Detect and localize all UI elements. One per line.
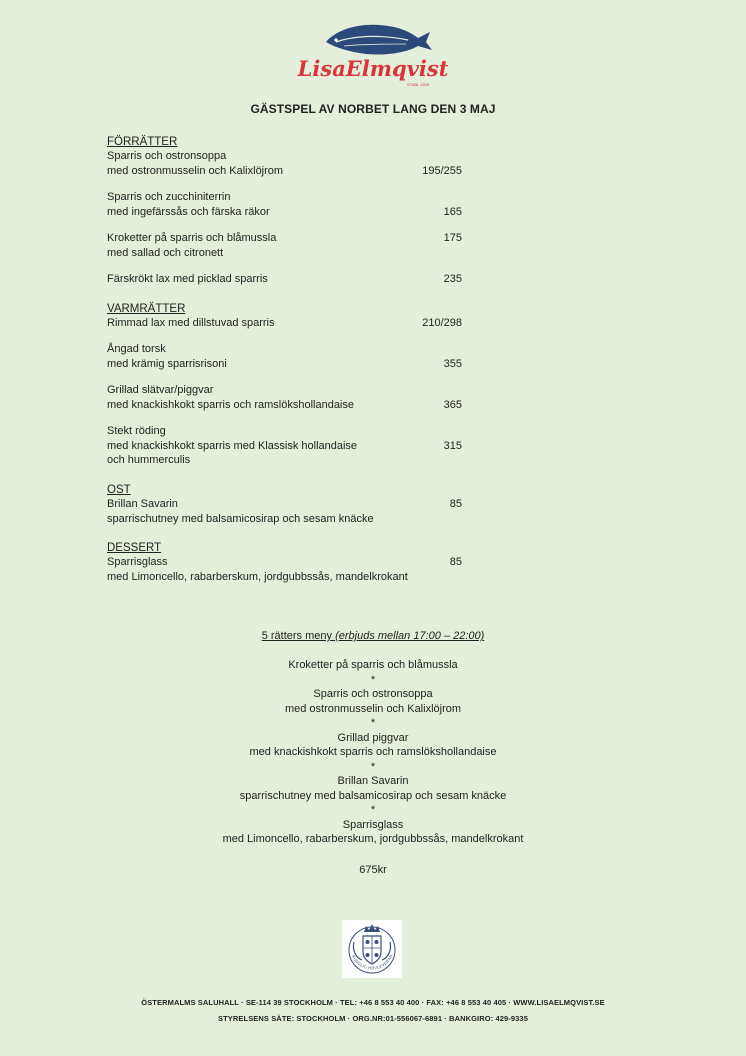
course-name: Brillan Savarin bbox=[337, 775, 409, 787]
course-description: sparrischutney med balsamicosirap och sesam knäcke bbox=[239, 789, 507, 802]
item-name: Sparrisglass bbox=[107, 556, 168, 568]
item-price: 355 bbox=[443, 357, 462, 370]
logo bbox=[297, 14, 449, 90]
logo-subtext: STABL 1926 bbox=[406, 82, 430, 87]
course-separator: * bbox=[370, 760, 376, 773]
item-price: 235 bbox=[443, 273, 462, 285]
item-name: Grillad slätvar/piggvar bbox=[107, 384, 214, 396]
course-separator: * bbox=[370, 804, 376, 816]
item-description: sparrischutney med balsamicosirap och sesam knäcke bbox=[107, 512, 374, 525]
course-description: med ostronmusselin och Kalixlöjrom bbox=[284, 702, 462, 715]
item-name: Kroketter på sparris och blåmussla bbox=[107, 232, 277, 244]
item-price: 315 bbox=[443, 439, 462, 452]
course-name: Sparrisglass bbox=[342, 818, 404, 831]
royal-crest-icon bbox=[342, 920, 402, 978]
item-price: 195/255 bbox=[422, 164, 462, 177]
item-description: med ostronmusselin och Kalixlöjrom bbox=[107, 164, 284, 177]
item-description: med knackishkokt sparris med Klassisk hollandaise bbox=[107, 439, 358, 452]
menu-item bbox=[107, 424, 462, 468]
menu-item bbox=[107, 316, 462, 331]
item-name: Brillan Savarin bbox=[107, 498, 178, 510]
royal-seal bbox=[342, 920, 402, 978]
item-name: Stekt röding bbox=[107, 425, 166, 437]
logo-text: LisaElmqvist bbox=[297, 56, 449, 81]
item-description: med Limoncello, rabarberskum, jordgubbssås, mandelkrokant bbox=[107, 570, 408, 583]
item-price: 210/298 bbox=[422, 317, 462, 329]
page-title: GÄSTSPEL AV NORBET LANG DEN 3 MAJ bbox=[250, 102, 496, 116]
menu-item bbox=[107, 190, 462, 219]
course-name: Kroketter på sparris och blåmussla bbox=[288, 659, 458, 671]
set-menu-title bbox=[0, 629, 746, 644]
item-description: med krämig sparrisrisoni bbox=[107, 357, 227, 370]
course-separator: * bbox=[370, 717, 376, 729]
course-name: Sparris och ostronsoppa bbox=[313, 688, 433, 700]
course-description: med Limoncello, rabarberskum, jordgubbssås, mandelkrokant bbox=[222, 833, 524, 845]
item-description: med ingefärssås och färska räkor bbox=[107, 205, 270, 218]
section-heading-forratter: FÖRRÄTTER bbox=[107, 136, 178, 148]
set-menu-course bbox=[0, 658, 746, 847]
menu-item bbox=[107, 342, 462, 371]
course-separator: * bbox=[370, 673, 376, 686]
set-menu-title-text: 5 rätters meny bbox=[261, 630, 333, 642]
menu-item bbox=[107, 383, 462, 412]
course-name: Grillad piggvar bbox=[337, 731, 409, 744]
item-price: 175 bbox=[443, 232, 462, 244]
menu-item bbox=[107, 272, 462, 287]
item-description: och hummerculis bbox=[107, 454, 191, 466]
item-name: Sparris och ostronsoppa bbox=[107, 150, 227, 162]
item-description: med knackishkokt sparris och ramslökshollandaise bbox=[107, 398, 354, 411]
item-name: Sparris och zucchiniterrin bbox=[107, 191, 231, 203]
item-price: 85 bbox=[449, 556, 462, 568]
set-menu-title-note: (erbjuds mellan 17:00 – 22:00) bbox=[335, 630, 485, 642]
item-name: Rimmad lax med dillstuvad sparris bbox=[107, 317, 275, 329]
fish-logo-icon bbox=[297, 14, 449, 90]
item-name: Ångad torsk bbox=[107, 343, 166, 355]
item-description: med sallad och citronett bbox=[107, 246, 224, 259]
seal-ring-text: KUNGLIG HOVLEVERAN bbox=[350, 953, 394, 971]
section-heading-ost: OST bbox=[107, 484, 131, 496]
menu-item bbox=[107, 497, 462, 526]
course-description: med knackishkokt sparris och ramslökshollandaise bbox=[249, 746, 497, 758]
section-heading-varmratter: VARMRÄTTER bbox=[107, 303, 186, 315]
item-price: 365 bbox=[443, 398, 462, 411]
menu-item bbox=[107, 231, 462, 260]
section-heading-dessert: DESSERT bbox=[107, 542, 162, 554]
item-price: 85 bbox=[449, 498, 462, 510]
item-name: Färskrökt lax med picklad sparris bbox=[107, 273, 268, 285]
item-price: 165 bbox=[443, 205, 462, 218]
menu-item bbox=[107, 149, 462, 178]
set-menu-price: 675kr bbox=[359, 864, 387, 876]
footer-address: ÖSTERMALMS SALUHALL · SE-114 39 STOCKHOLM · TEL: +46 8 553 40 400 · FAX: +46 8 553 40 405 · WWW.LISAELMQVIST.SE bbox=[141, 998, 605, 1007]
footer-company-info: STYRELSENS SÄTE: STOCKHOLM · ORG.NR:01-556067-6891 · BANKGIRO: 429-9335 bbox=[218, 1014, 528, 1023]
menu-item bbox=[107, 555, 462, 584]
